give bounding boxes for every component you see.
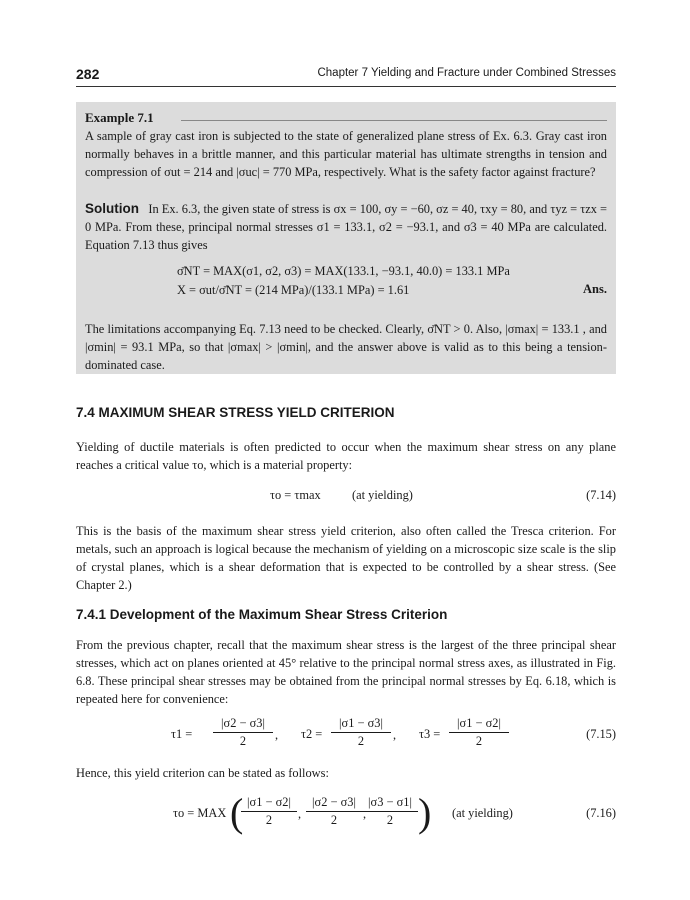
- equation-sigma-nt: σ̄NT = MAX(σ1, σ2, σ3) = MAX(133.1, −93.1, 40.0) = 133.1 MPa: [177, 264, 510, 278]
- example-rule: [181, 120, 607, 121]
- max-term-1: [241, 795, 297, 828]
- equation-safety-factor: X = σut/σ̄NT = (214 MPa)/(133.1 MPa) = 1.61: [177, 283, 410, 297]
- solution-text: In Ex. 6.3, the given state of stress is σx = 100, σy = −60, σz = 40, τxy = 80, and τyz = τzx = 0 MPa. From these, principal normal stresses σ1 = 133.1, σ2 = −93.1, and σ3 = 40 MPa are calculated. Equation 7.13 thus gives: [85, 202, 607, 252]
- tau1-comma: ,: [275, 728, 279, 742]
- example-box: [76, 102, 616, 374]
- max-comma-2: ,: [363, 807, 367, 821]
- tau3-fraction: [449, 716, 509, 749]
- hence-text: Hence, this yield criterion can be stated as follows:: [76, 766, 329, 780]
- section-7-4-basis: This is the basis of the maximum shear stress yield criterion, also often called the Tresca criterion. For metals, such an approach is logical because the mechanism of yielding on a microscopic size scale is the slip of crystal planes, which is a shear deformation that is expected to be controlled by a shear stress. (See Chapter 2.): [76, 524, 616, 592]
- max-term-2-denominator: 2: [330, 813, 338, 827]
- tau2-denominator: 2: [357, 734, 365, 748]
- max-term-3-numerator: |σ3 − σ1|: [362, 795, 418, 812]
- left-paren: (: [230, 790, 244, 835]
- tau1-fraction: [213, 716, 273, 749]
- example-title: Example 7.1: [85, 110, 160, 126]
- max-term-1-denominator: 2: [265, 813, 273, 827]
- example-limits-text: The limitations accompanying Eq. 7.13 need to be checked. Clearly, σ̄NT > 0. Also, |σmax| = 133.1 , and |σmin| = 93.1 MPa, so that |σmax| > |σmin|, and the answer above is valid as to this being a tension-dominated case.: [85, 322, 607, 372]
- answer-label: Ans.: [583, 282, 607, 296]
- equation-7-16-number: (7.16): [586, 806, 616, 820]
- max-term-3: [362, 795, 418, 828]
- tau2-comma: ,: [393, 728, 397, 742]
- tau1-numerator: |σ2 − σ3|: [213, 716, 273, 733]
- equation-7-16-note: (at yielding): [452, 806, 513, 820]
- tau3-lhs: τ3 =: [419, 727, 441, 741]
- equation-7-15-number: (7.15): [586, 727, 616, 741]
- max-term-3-denominator: 2: [386, 813, 394, 827]
- tau2-numerator: |σ1 − σ3|: [331, 716, 391, 733]
- section-7-4-heading: 7.4 MAXIMUM SHEAR STRESS YIELD CRITERION: [76, 405, 395, 420]
- equation-7-14-note: (at yielding): [352, 488, 413, 502]
- tau2-fraction: [331, 716, 391, 749]
- section-7-4-1-text: From the previous chapter, recall that the maximum shear stress is the largest of the three principal shear stresses, which act on planes oriented at 45° relative to the principal normal stress axes, as illustrated in Fig. 6.8. These principal shear stresses may be obtained from the principal normal stresses by Eq. 6.18, which is repeated here for convenience:: [76, 638, 616, 706]
- max-comma-1: ,: [298, 807, 302, 821]
- tau-o-max-lhs: τo = MAX: [173, 806, 227, 820]
- example-heading-row: [85, 110, 607, 126]
- solution-label: Solution: [85, 201, 139, 216]
- equation-7-14-number: (7.14): [586, 488, 616, 502]
- max-term-1-numerator: |σ1 − σ2|: [241, 795, 297, 812]
- tau3-numerator: |σ1 − σ2|: [449, 716, 509, 733]
- section-7-4-intro: Yielding of ductile materials is often predicted to occur when the maximum shear stress on any plane reaches a critical value τo, which is a material property:: [76, 440, 616, 472]
- tau1-lhs: τ1 =: [171, 727, 193, 741]
- example-solution: [85, 200, 607, 254]
- header-rule: [76, 86, 616, 87]
- equation-7-14: τo = τmax: [270, 488, 321, 502]
- tau3-denominator: 2: [475, 734, 483, 748]
- max-term-2-numerator: |σ2 − σ3|: [306, 795, 362, 812]
- example-problem-text: A sample of gray cast iron is subjected to the state of generalized plane stress of Ex. 6.3. Gray cast iron normally behaves in a brittle manner, and this particular material has ultimate strengths in tension and compression of σut = 214 and |σuc| = 770 MPa, respectively. What is the safety factor against fracture?: [85, 129, 607, 179]
- tau1-denominator: 2: [239, 734, 247, 748]
- page-header: [76, 66, 616, 84]
- page-number: 282: [76, 66, 100, 82]
- max-term-2: [306, 795, 362, 828]
- tau2-lhs: τ2 =: [301, 727, 323, 741]
- section-7-4-1-heading: 7.4.1 Development of the Maximum Shear Stress Criterion: [76, 607, 448, 622]
- running-head: Chapter 7 Yielding and Fracture under Combined Stresses: [317, 67, 616, 79]
- right-paren: ): [418, 790, 432, 835]
